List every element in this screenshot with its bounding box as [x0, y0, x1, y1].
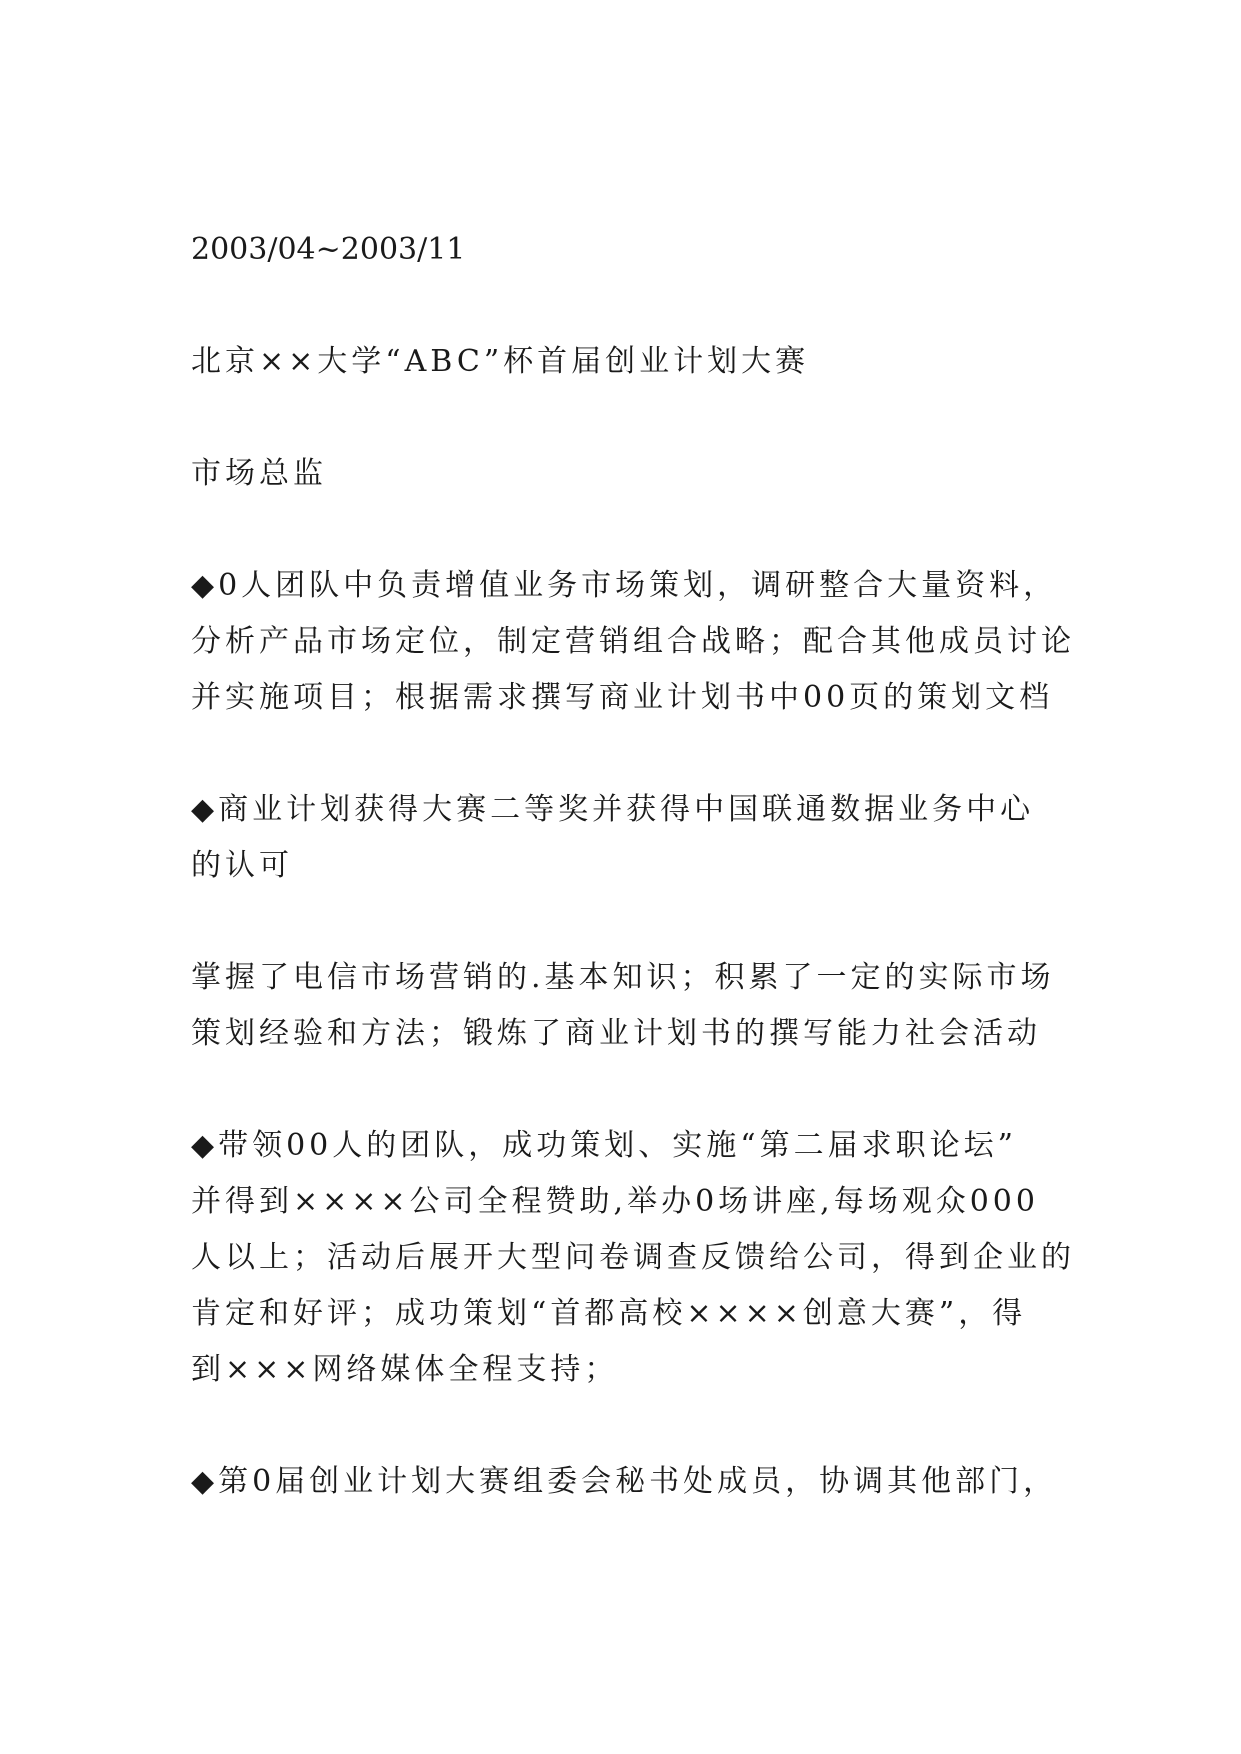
bullet-line: 并实施项目；根据需求撰写商业计划书中00页的策划文档 [191, 680, 1054, 715]
bullet-item-committee [191, 1454, 1071, 1510]
bullet-line: 分析产品市场定位，制定营销组合战略；配合其他成员讨论 [191, 624, 1075, 659]
bullet-item-team-marketing [191, 558, 1075, 726]
bullet-line: 并得到××××公司全程赞助,举办0场讲座,每场观众000 [191, 1184, 1039, 1219]
event-title [191, 334, 1071, 390]
bullet-line: ◆第0届创业计划大赛组委会秘书处成员，协调其他部门， [191, 1464, 1058, 1499]
bullet-line: 人以上；活动后展开大型问卷调查反馈给公司，得到企业的 [191, 1240, 1075, 1275]
bullet-item-award [191, 782, 1071, 894]
summary-line: 策划经验和方法；锻炼了商业计划书的撰写能力社会活动 [191, 1016, 1041, 1051]
summary-line: 掌握了电信市场营销的.基本知识；积累了一定的实际市场 [191, 960, 1055, 995]
role-title-text: 市场总监 [191, 456, 327, 491]
document-body [191, 222, 1075, 1566]
date-range-text: 2003/04~2003/11 [191, 232, 466, 267]
bullet-item-career-forum [191, 1118, 1075, 1398]
summary-paragraph [191, 950, 1071, 1062]
bullet-line: ◆商业计划获得大赛二等奖并获得中国联通数据业务中心 [191, 792, 1035, 827]
bullet-line: 到×××网络媒体全程支持； [191, 1352, 619, 1387]
bullet-line: ◆0人团队中负责增值业务市场策划，调研整合大量资料， [191, 568, 1058, 603]
bullet-line: ◆带领00人的团队，成功策划、实施“第二届求职论坛” [191, 1128, 1017, 1163]
role-title [191, 446, 1071, 502]
bullet-line: 的认可 [191, 848, 293, 883]
event-title-text: 北京××大学“ABC”杯首届创业计划大赛 [191, 344, 810, 379]
date-range [191, 222, 1071, 278]
bullet-line: 肯定和好评；成功策划“首都高校××××创意大赛”，得 [191, 1296, 1027, 1331]
